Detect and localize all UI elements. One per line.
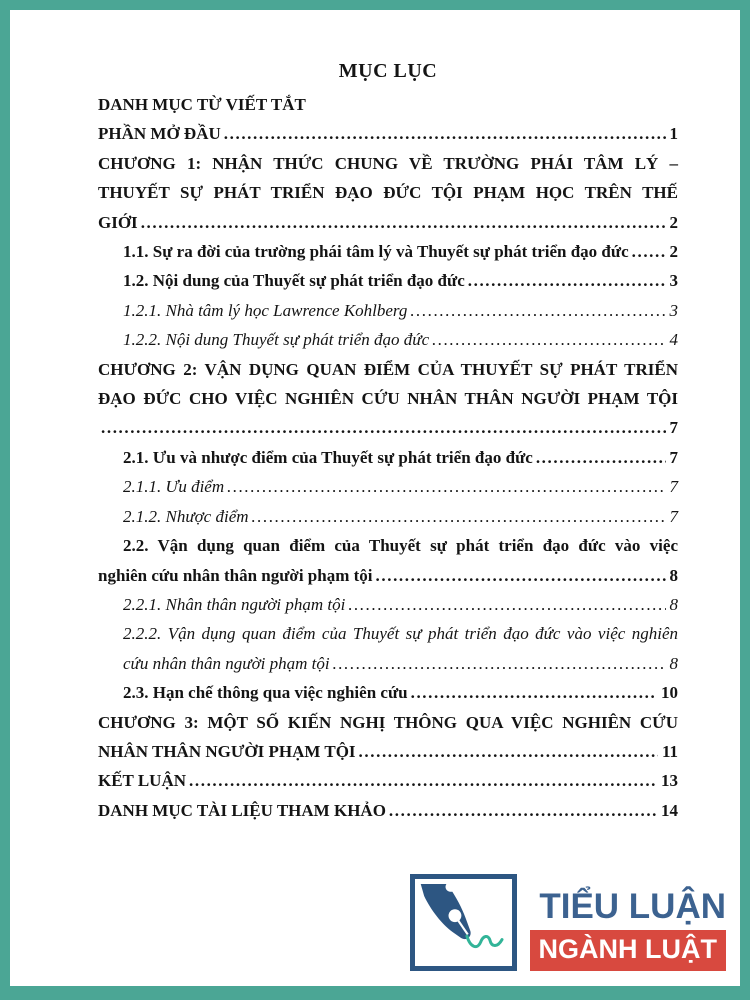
toc-entry-text: DANH MỤC TÀI LIỆU THAM KHẢO (98, 800, 386, 820)
toc-entry-text: 1.1. Sự ra đời của trường phái tâm lý và Thuyết sự phát triển đạo đức (123, 242, 629, 262)
page-number: 10 (661, 683, 678, 703)
dot-leader (373, 561, 666, 590)
page-number: 3 (669, 271, 678, 291)
toc-line (98, 531, 678, 560)
toc-line (98, 590, 678, 619)
toc-entry-text: 2.1.1. Ưu điểm (123, 477, 225, 497)
toc-line (98, 413, 678, 442)
toc-entry-text: CHƯƠNG 3: MỘT SỐ KIẾN NGHỊ THÔNG QUA VIỆC NGHIÊN CỨU (98, 712, 678, 732)
toc-line (98, 561, 678, 590)
dot-leader (386, 796, 657, 825)
toc-line (98, 649, 678, 678)
toc-line (98, 737, 678, 766)
toc-entry-text: NHÂN THÂN NGƯỜI PHẠM TỘI (98, 741, 356, 761)
dot-leader (221, 119, 666, 148)
page-number: 3 (669, 300, 678, 320)
toc-entry-text: 2.2. Vận dụng quan điểm của Thuyết sự phát triển đạo đức vào việc (123, 536, 678, 556)
toc-entry-text: 1.2. Nội dung của Thuyết sự phát triển đạo đức (123, 271, 465, 291)
page-number: 7 (669, 506, 678, 526)
toc-line (98, 119, 678, 148)
dot-leader (345, 590, 665, 619)
toc-entry-text: nghiên cứu nhân thân người phạm tội (98, 565, 373, 585)
toc-line (98, 766, 678, 795)
dot-leader (249, 502, 666, 531)
page-number: 7 (669, 447, 678, 467)
toc-list (98, 90, 678, 825)
page-number: 13 (661, 771, 678, 791)
toc-line (98, 178, 678, 207)
toc-line (98, 472, 678, 501)
logo-subtitle-badge: NGÀNH LUẬT (530, 930, 726, 971)
page-title: MỤC LỤC (338, 60, 438, 82)
page-number: 14 (661, 800, 678, 820)
toc-entry-text: DANH MỤC TỪ VIẾT TẮT (98, 95, 306, 114)
toc-line (98, 708, 678, 737)
toc-content (98, 56, 678, 825)
document-page (10, 10, 740, 986)
page-number: 7 (669, 418, 678, 438)
page-number: 2 (669, 212, 678, 232)
toc-line (98, 678, 678, 707)
dot-leader (408, 678, 657, 707)
toc-entry-text: CHƯƠNG 2: VẬN DỤNG QUAN ĐIỂM CỦA THUYẾT SỰ PHÁT TRIỂN (98, 359, 678, 379)
toc-entry-text: cứu nhân thân người phạm tội (123, 653, 330, 673)
toc-entry-text: 1.2.1. Nhà tâm lý học Lawrence Kohlberg (123, 300, 408, 320)
toc-line (98, 325, 678, 354)
page-number: 11 (661, 741, 678, 761)
toc-line (98, 355, 678, 384)
toc-entry-text: ĐẠO ĐỨC CHO VIỆC NGHIÊN CỨU NHÂN THÂN NGƯỜI PHẠM TỘI (98, 389, 678, 409)
toc-entry-text: 2.1. Ưu và nhược điểm của Thuyết sự phát triển đạo đức (123, 447, 533, 467)
toc-entry-text: 2.1.2. Nhược điểm (123, 506, 249, 526)
page-number: 8 (669, 653, 678, 673)
toc-line (98, 208, 678, 237)
dot-leader (629, 237, 666, 266)
toc-entry-text: 2.2.2. Vận dụng quan điểm của Thuyết sự phát triển đạo đức vào việc nghiên (123, 624, 678, 644)
logo-title: TIỂU LUẬN (539, 887, 726, 927)
dot-leader (330, 649, 666, 678)
toc-line (98, 502, 678, 531)
dot-leader (98, 413, 666, 442)
dot-leader (429, 325, 665, 354)
toc-line (98, 384, 678, 413)
dot-leader (407, 296, 665, 325)
page-number: 4 (669, 330, 678, 350)
toc-entry-text: PHẦN MỞ ĐẦU (98, 124, 221, 144)
page-number: 2 (669, 242, 678, 262)
toc-line (98, 90, 678, 119)
page-number: 7 (669, 477, 678, 497)
brand-logo (410, 874, 726, 971)
dot-leader (533, 443, 666, 472)
toc-line (98, 149, 678, 178)
toc-line (98, 296, 678, 325)
toc-entry-text: THUYẾT SỰ PHÁT TRIỂN ĐẠO ĐỨC TỘI PHẠM HỌC TRÊN THẾ (98, 183, 678, 203)
toc-entry-text: CHƯƠNG 1: NHẬN THỨC CHUNG VỀ TRƯỜNG PHÁI TÂM LÝ – (98, 153, 678, 173)
dot-leader (138, 208, 666, 237)
fountain-pen-icon (410, 874, 517, 971)
toc-line (98, 619, 678, 648)
toc-entry-text: 2.3. Hạn chế thông qua việc nghiên cứu (123, 683, 408, 703)
toc-line (98, 266, 678, 295)
page-number: 8 (669, 594, 678, 614)
toc-line (98, 237, 678, 266)
toc-entry-text: 1.2.2. Nội dung Thuyết sự phát triển đạo đức (123, 330, 430, 350)
dot-leader (356, 737, 658, 766)
dot-leader (224, 472, 665, 501)
dot-leader (465, 266, 666, 295)
page-number: 1 (669, 124, 678, 144)
toc-entry-text: 2.2.1. Nhân thân người phạm tội (123, 594, 346, 614)
toc-line (98, 443, 678, 472)
toc-entry-text: GIỚI (98, 212, 138, 232)
dot-leader (186, 766, 657, 795)
toc-line (98, 796, 678, 825)
toc-entry-text: KẾT LUẬN (98, 771, 187, 791)
logo-text (530, 887, 726, 971)
page-number: 8 (669, 565, 678, 585)
